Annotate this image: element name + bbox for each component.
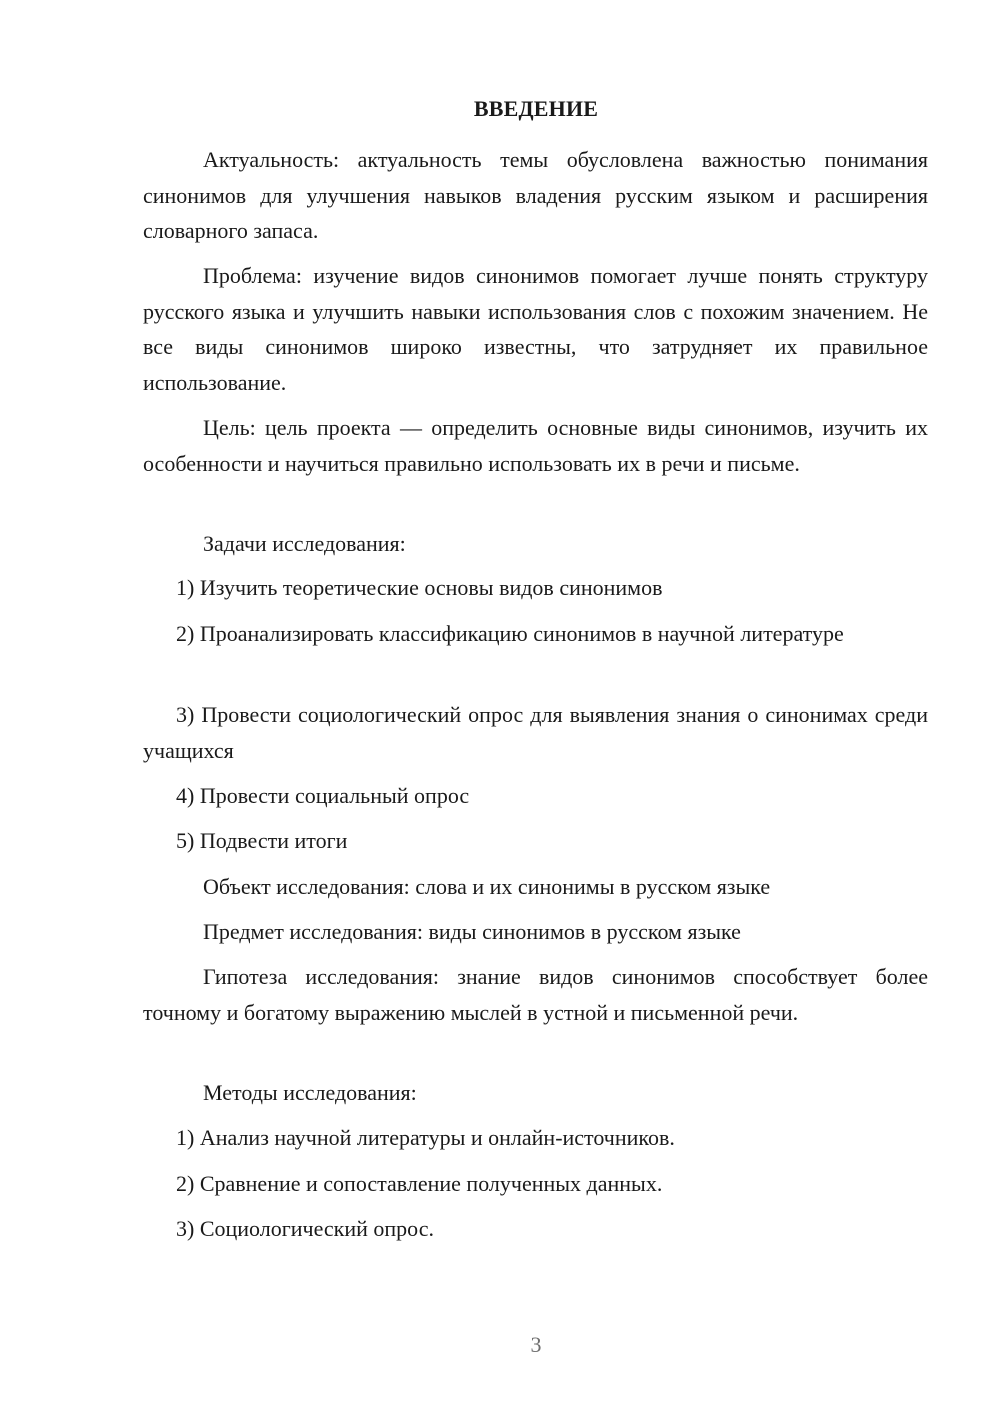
paragraph-methods-title: Методы исследования:	[203, 1080, 417, 1105]
method-item-3: 3) Социологический опрос.	[176, 1216, 434, 1241]
task-item-5: 5) Подвести итоги	[176, 828, 348, 853]
task-item-4: 4) Провести социальный опрос	[176, 783, 470, 808]
paragraph-problem: Проблема: изучение видов синонимов помогает лучше понять структуру русского языка и улучшить навыки использования слов с похожим значением. Не все виды синонимов широко известны, что затрудняет их правильное использование.	[143, 263, 928, 395]
task-item-3: 3) Провести социологический опрос для выявления знания о синонимах среди учащихся	[143, 702, 928, 763]
paragraph-hypothesis: Гипотеза исследования: знание видов синонимов способствует более точному и богатому выражению мыслей в устной и письменной речи.	[143, 964, 928, 1025]
method-item-1: 1) Анализ научной литературы и онлайн-источников.	[176, 1125, 675, 1150]
task-item-2: 2) Проанализировать классификацию синонимов в научной литературе	[176, 621, 844, 646]
method-item-2: 2) Сравнение и сопоставление полученных данных.	[176, 1171, 663, 1196]
page-number: 3	[530, 1332, 542, 1357]
page-title: ВВЕДЕНИЕ	[473, 96, 599, 121]
paragraph-tasks-title: Задачи исследования:	[203, 531, 406, 556]
task-item-1: 1) Изучить теоретические основы видов синонимов	[176, 575, 663, 600]
paragraph-goal: Цель: цель проекта — определить основные виды синонимов, изучить их особенности и научиться правильно использовать их в речи и письме.	[143, 415, 928, 476]
paragraph-relevance: Актуальность: актуальность темы обусловлена важностью понимания синонимов для улучшения навыков владения русским языком и расширения словарного запаса.	[143, 147, 928, 243]
paragraph-object: Объект исследования: слова и их синонимы в русском языке	[203, 874, 771, 899]
paragraph-subject: Предмет исследования: виды синонимов в русском языке	[203, 919, 741, 944]
